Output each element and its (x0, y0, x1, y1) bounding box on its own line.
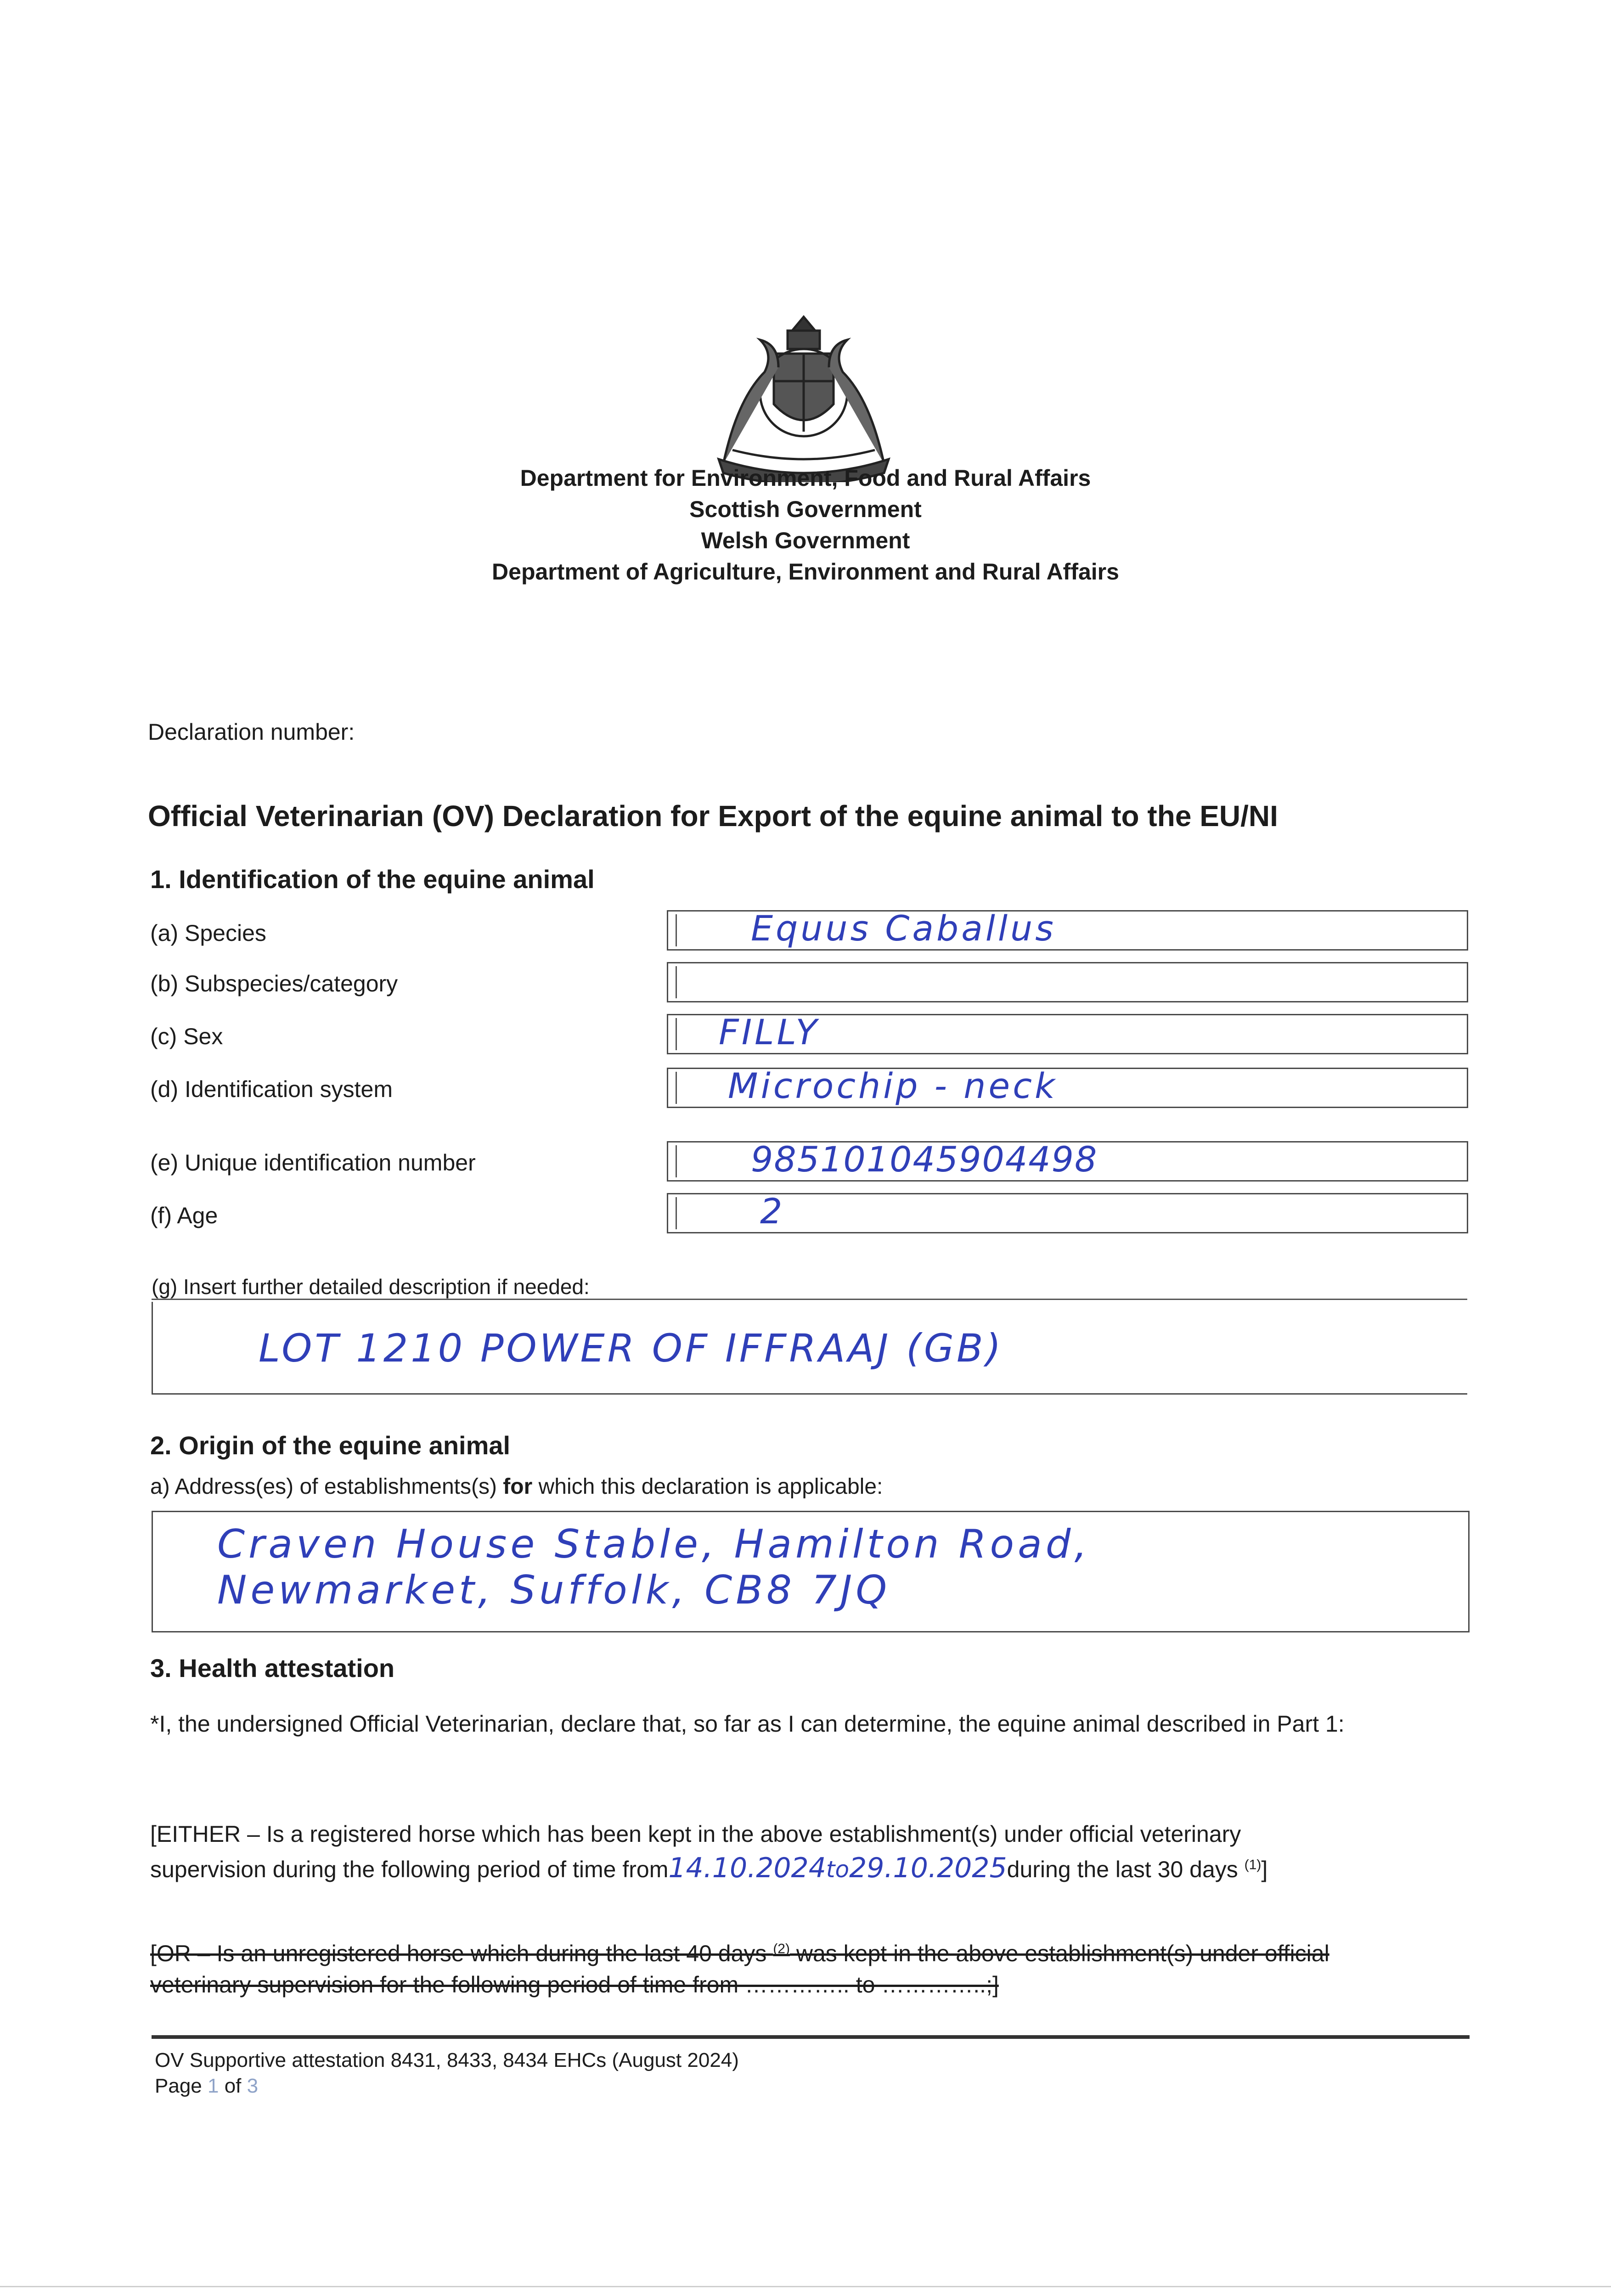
either-clause-line-2: supervision during the following period of time from14.10.2024to29.10.2025during the last 30 days $^{(1)}$] (150, 1852, 1268, 1884)
address-line-2: Newmarket, Suffolk, CB8 7JQ (217, 1567, 891, 1613)
identification-system-value: Microchip - neck (728, 1065, 1058, 1106)
section1-heading: 1. Identification of the equine animal (150, 865, 595, 894)
unique-id-field (667, 1141, 1468, 1182)
or-clause-line-1: [OR – Is an unregistered horse which during the last 40 days $^{(2)}$ was kept in the above establishment(s) under official (150, 1941, 1329, 1966)
species-label: (a) Species (150, 920, 266, 946)
subspecies-field (667, 962, 1468, 1002)
age-field (667, 1193, 1468, 1233)
sex-value: FILLY (719, 1012, 820, 1052)
description-label: (g) Insert further detailed description if needed: (152, 1275, 590, 1299)
either-clause-line-1: [EITHER – Is a registered horse which has been kept in the above establishment(s) under official veterinary (150, 1821, 1241, 1847)
sex-field (667, 1014, 1468, 1054)
species-field (667, 910, 1468, 951)
unique-id-value: 985101045904498 (751, 1139, 1098, 1180)
date-to: 29.10.2025 (849, 1852, 1007, 1884)
sex-label: (c) Sex (150, 1024, 223, 1049)
department-scottish-government: Scottish Government (689, 496, 922, 522)
age-label: (f) Age (150, 1203, 218, 1228)
species-value: Equus Caballus (751, 908, 1056, 949)
subspecies-label: (b) Subspecies/category (150, 971, 398, 996)
description-field (152, 1302, 1467, 1395)
section3-heading: 3. Health attestation (150, 1654, 395, 1683)
page-number: Page 1 of 3 (155, 2075, 259, 2097)
identification-system-field (667, 1065, 1468, 1108)
department-defra: Department for Environment, Food and Rural Affairs (520, 465, 1091, 491)
address-line-1: Craven House Stable, Hamilton Road, (217, 1521, 1091, 1567)
address-label: a) Address(es) of establishments(s) for which this declaration is applicable: (150, 1474, 883, 1499)
date-from: 14.10.2024 (668, 1852, 826, 1884)
department-welsh-government: Welsh Government (701, 528, 910, 553)
description-top-rule (152, 1299, 1467, 1300)
health-attestation-intro: *I, the undersigned Official Veterinarian, declare that, so far as I can determine, the equine animal described in Part 1: (150, 1711, 1345, 1737)
footer-attestation-ref: OV Supportive attestation 8431, 8433, 8434 EHCs (August 2024) (155, 2049, 739, 2071)
or-clause-line-2: veterinary supervision for the following period of time from ………….. to …………..;] (150, 1972, 999, 1998)
section2-heading: 2. Origin of the equine animal (150, 1431, 511, 1460)
description-value: LOT 1210 POWER OF IFFRAAJ (GB) (259, 1326, 1004, 1371)
scan-bottom-edge (0, 2286, 1611, 2287)
footer-rule (152, 2035, 1470, 2039)
document-title: Official Veterinarian (OV) Declaration for Export of the equine animal to the EU/NI (148, 799, 1278, 833)
declaration-number-label: Declaration number: (148, 719, 355, 745)
royal-coat-of-arms-icon (705, 312, 902, 482)
department-daera: Department of Agriculture, Environment and Rural Affairs (492, 559, 1119, 585)
address-field (152, 1511, 1470, 1632)
identification-system-label: (d) Identification system (150, 1076, 393, 1102)
unique-id-label: (e) Unique identification number (150, 1150, 476, 1176)
age-value: 2 (760, 1191, 785, 1232)
